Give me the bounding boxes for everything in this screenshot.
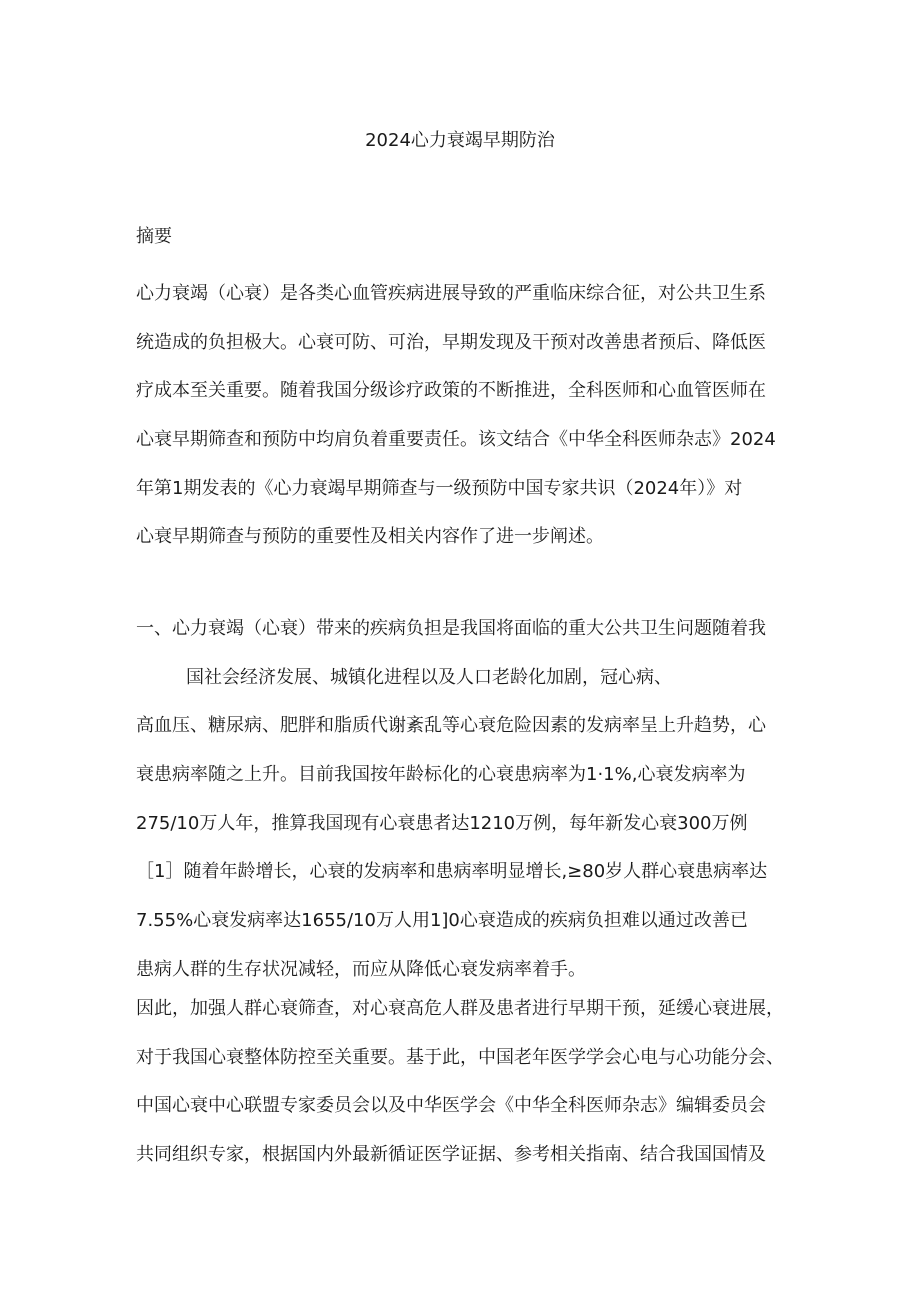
section-1-line: ［1］随着年龄增长，心衰的发病率和患病率明显增长,≥80岁人群心衰患病率达 bbox=[136, 861, 768, 883]
abstract-line: 心力衰竭（心衰）是各类心血管疾病进展导致的严重临床综合征，对公共卫生系 bbox=[136, 283, 766, 304]
paragraph-line: 中国心衰中心联盟专家委员会以及中华医学会《中华全科医师杂志》编辑委员会 bbox=[136, 1095, 766, 1117]
section-1-line: 患病人群的生存状况减轻，而应从降低心衰发病率着手。 bbox=[136, 958, 586, 980]
abstract-line: 统造成的负担极大。心衰可防、可治，早期发现及干预对改善患者预后、降低医 bbox=[136, 331, 766, 353]
section-1-line: 275/10万人年，推算我国现有心衰患者达1210万例，每年新发心衰300万例 bbox=[136, 812, 748, 834]
paragraph-line: 共同组织专家，根据国内外最新循证医学证据、参考相关指南、结合我国国情及 bbox=[136, 1144, 766, 1166]
abstract-line: 心衰早期筛查与预防的重要性及相关内容作了进一步阐述。 bbox=[136, 526, 604, 548]
section-1-heading-line: 一、心力衰竭（心衰）带来的疾病负担是我国将面临的重大公共卫生问题随着我 bbox=[136, 618, 766, 639]
paragraph-line: 因此，加强人群心衰筛查，对心衰高危人群及患者进行早期干预，延缓心衰进展， bbox=[136, 998, 784, 1019]
section-1-paragraph-2 bbox=[136, 985, 801, 1180]
abstract-heading: 摘要 bbox=[136, 226, 172, 247]
section-1-line: 7.55%心衰发病率达1655/10万人用1]0心衰造成的疾病负担难以通过改善已 bbox=[136, 910, 748, 932]
document-title: 2024心力衰竭早期防治 bbox=[365, 130, 555, 151]
section-1-paragraph bbox=[136, 605, 801, 995]
section-1-line: 衰患病率随之上升。目前我国按年龄标化的心衰患病率为1·1%,心衰发病率为 bbox=[136, 764, 746, 786]
section-1-line: 国社会经济发展、城镇化进程以及人口老龄化加剧，冠心病、 bbox=[186, 666, 672, 688]
abstract-line: 年第1期发表的《心力衰竭早期筛查与一级预防中国专家共识（2024年）》对 bbox=[136, 477, 743, 499]
paragraph-line: 对于我国心衰整体防控至关重要。基于此，中国老年医学学会心电与心功能分会、 bbox=[136, 1046, 784, 1068]
abstract-paragraph bbox=[136, 270, 801, 562]
abstract-line: 心衰早期筛查和预防中均肩负着重要责任。该文结合《中华全科医师杂志》2024 bbox=[136, 429, 776, 451]
abstract-line: 疗成本至关重要。随着我国分级诊疗政策的不断推进，全科医师和心血管医师在 bbox=[136, 380, 766, 402]
section-1-line: 高血压、糖尿病、肥胖和脂质代谢紊乱等心衰危险因素的发病率呈上升趋势，心 bbox=[136, 715, 766, 737]
